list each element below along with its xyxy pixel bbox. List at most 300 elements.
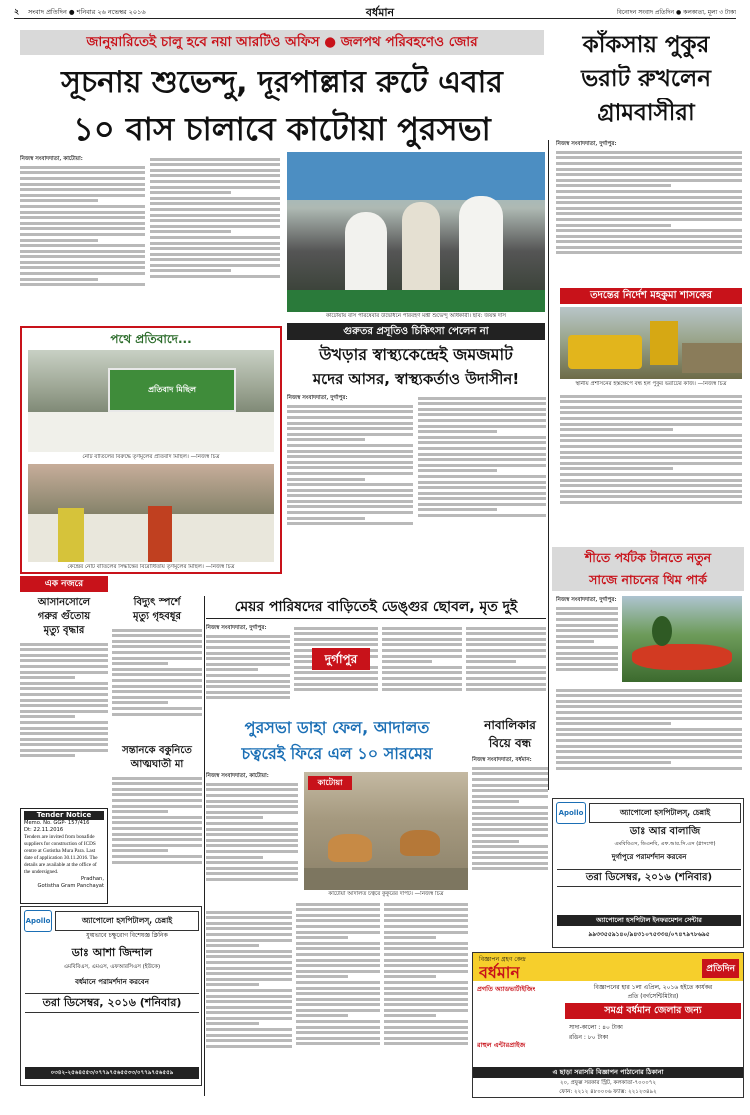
apollo-right-doctor: ডাঃ আর বালাজি (629, 826, 701, 837)
text-line (560, 479, 742, 482)
text-line (472, 834, 548, 837)
text-line (560, 501, 742, 504)
text-line (287, 405, 413, 408)
text-line (556, 750, 742, 753)
text-line (206, 839, 298, 842)
text-line (556, 722, 671, 725)
apollo-right-date: তরা ডিসেম্বর, ২০১৬ (শনিবার) (557, 869, 741, 887)
text-line (384, 1042, 468, 1045)
text-line (287, 461, 413, 464)
text-line (556, 212, 742, 215)
text-line (112, 805, 202, 808)
text-line (382, 677, 462, 680)
text-line (556, 728, 742, 731)
text-line (560, 473, 742, 476)
text-line (556, 179, 742, 182)
text-line (296, 942, 380, 945)
text-line (418, 419, 546, 422)
glance-label: এক নজরে (20, 576, 108, 592)
text-line (384, 959, 468, 962)
text-line (150, 242, 280, 245)
text-line (418, 441, 546, 444)
apollo-right-degrees: এমবিবিএস, ডিএনবি, এফ.আর.সি.এস (গ্লাসগো) (614, 841, 716, 847)
text-line (466, 627, 546, 630)
text-line (472, 828, 548, 831)
text-line (384, 931, 468, 934)
text-line (466, 638, 546, 641)
text-line (20, 283, 145, 286)
court-headline-1: পুরসভা ডাহা ফেল, আদালত (244, 718, 430, 737)
text-line (384, 936, 436, 939)
text-line (384, 970, 468, 973)
text-line (20, 211, 145, 214)
text-line (466, 655, 546, 658)
health-kicker: গুরুতর প্রসূতিও চিকিৎসা পেলেন না (287, 323, 545, 340)
park-byline: নিজস্ব সংবাদদাতা, দুর্গাপুর: (556, 597, 617, 603)
text-line (206, 652, 290, 655)
text-line (112, 810, 168, 813)
text-line (384, 942, 468, 945)
text-line (556, 224, 671, 227)
text-line (112, 673, 202, 676)
lead-body-col-1 (20, 155, 145, 320)
text-line (112, 821, 202, 824)
text-line (384, 919, 468, 922)
pond-headline-3: গ্রামবাসীরা (597, 100, 695, 126)
text-line (382, 671, 462, 674)
text-line (20, 654, 108, 657)
text-line (206, 691, 290, 694)
text-line (287, 500, 413, 503)
text-line (20, 233, 145, 236)
text-line (556, 711, 742, 714)
text-line (296, 925, 380, 928)
text-line (20, 721, 108, 724)
text-line (294, 627, 378, 630)
text-line (206, 1006, 292, 1009)
text-line (384, 1026, 468, 1029)
apollo-left-title: অ্যাপোলো হসপিটালস্, চেন্নাই (55, 911, 199, 931)
dengue-body-col-3 (382, 624, 462, 710)
text-line (287, 494, 413, 497)
text-line (206, 939, 292, 942)
protest-box (20, 326, 282, 574)
right-info: বিনোদন সংবাদ প্রতিদিন ● কলকাতা, মূল্য ৩ টাকা (616, 9, 736, 16)
text-line (112, 782, 202, 785)
text-line (560, 434, 742, 437)
text-line (560, 451, 742, 454)
text-line (296, 981, 380, 984)
health-headline-2: মদের আসর, স্বাস্থ্যকর্তাও উদাসীন! (312, 370, 520, 388)
lead-headline-2: ১০ বাস চালাবে কাটোয়া পুরসভা (73, 110, 491, 148)
text-line (556, 607, 618, 610)
masthead (14, 4, 736, 19)
text-line (418, 453, 546, 456)
text-line (20, 738, 108, 741)
glance-story1-title-2: গরুর গুঁতোয় (37, 611, 91, 622)
text-line (206, 696, 290, 699)
text-line (20, 693, 108, 696)
text-line (112, 777, 202, 780)
text-line (556, 251, 742, 254)
tender-signer-1: Pradhan, (80, 876, 104, 882)
park-headline-1: শীতে পর্যটক টানতে নতুন (584, 550, 712, 565)
text-line (20, 743, 108, 746)
text-line (206, 961, 292, 964)
text-line (560, 417, 742, 420)
text-line (296, 964, 380, 967)
text-line (206, 685, 290, 688)
text-line (384, 953, 468, 956)
text-line (112, 668, 202, 671)
text-line (556, 246, 742, 249)
text-line (150, 236, 280, 239)
text-line (287, 433, 413, 436)
text-line (384, 908, 468, 911)
text-line (556, 629, 618, 632)
text-line (418, 492, 546, 495)
text-line (206, 933, 292, 936)
glance-story1-body (20, 640, 108, 800)
text-line (112, 651, 202, 654)
text-line (206, 927, 292, 930)
pond-body-cont (560, 392, 742, 542)
text-line (20, 188, 145, 191)
text-line (206, 872, 298, 875)
text-line (382, 632, 462, 635)
text-line (296, 1037, 380, 1040)
text-line (206, 967, 292, 970)
protest-photo-2 (28, 464, 274, 562)
text-line (418, 481, 546, 484)
apollo-left-degrees: এমবিবিএস, এমএস, এফআরসিএস (ইউকে) (63, 964, 161, 970)
park-photo (622, 596, 742, 682)
text-line (418, 425, 546, 428)
text-line (112, 844, 202, 847)
text-line (296, 975, 348, 978)
text-line (206, 922, 292, 925)
glance-story2-title-2: মৃত্যু গৃহবধূর (133, 611, 181, 622)
text-line (418, 486, 546, 489)
text-line (20, 648, 108, 651)
apollo-left-venue: বর্ধমানে পরামর্শদান করবেন (75, 978, 149, 986)
minor-byline: নিজস্ব সংবাদদাতা, বর্ধমান: (472, 757, 532, 763)
apollo-left-logo: Apollo (24, 910, 52, 932)
text-line (418, 497, 546, 500)
text-line (20, 183, 145, 186)
text-line (206, 944, 259, 947)
court-headline-2: চত্বরেই ফিরে এল ১০ সারমেয় (241, 744, 433, 763)
text-line (466, 677, 546, 680)
paper-ad-header (473, 953, 743, 981)
text-line (150, 208, 280, 211)
paper-ad-title: বর্ধমান (479, 963, 520, 981)
text-line (112, 713, 202, 716)
text-line (112, 707, 202, 710)
text-line (296, 1031, 380, 1034)
text-line (112, 788, 202, 791)
text-line (384, 987, 468, 990)
text-line (20, 749, 108, 752)
text-line (20, 682, 108, 685)
text-line (112, 696, 202, 699)
text-line (556, 640, 594, 643)
text-line (112, 816, 202, 819)
text-line (466, 683, 546, 686)
text-line (206, 850, 298, 853)
text-line (296, 919, 380, 922)
page-number: ২ (14, 7, 20, 16)
text-line (287, 505, 413, 508)
apollo-left-date: তরা ডিসেম্বর, ২০১৬ (শনিবার) (25, 993, 199, 1013)
text-line (560, 467, 673, 470)
text-line (294, 688, 378, 691)
protest-banner: প্রতিবাদ মিছিল (148, 385, 196, 394)
apollo-left-ad (20, 906, 202, 1086)
text-line (418, 475, 546, 478)
minor-headline-2: বিয়ে বন্ধ (488, 736, 532, 750)
dengue-byline: নিজস্ব সংবাদদাতা, দুর্গাপুর: (206, 625, 267, 631)
tender-notice (20, 808, 108, 904)
text-line (20, 643, 108, 646)
apollo-left-phones: ০৩৪২-২৫৬৪৫৫৩/০৭৭৯৭৫৬৫৫৩৩/০৭৭৯৭৫৬৫৫৯ (25, 1067, 199, 1079)
text-line (20, 699, 108, 702)
protest-photo-1 (28, 350, 274, 452)
paper-ad-phone: ফোন: ২২১২ ৪৮০০০৬ ফ্যাক্স: ২২১২৩৪৯২ (559, 1089, 657, 1095)
text-line (206, 978, 292, 981)
text-line (384, 981, 468, 984)
text-line (206, 635, 290, 638)
pond-photo-caption: স্থানীয় প্রশাসনের হস্তক্ষেপে বন্ধ হল পুকুর ভরাটের কাজ। —নিজস্ব চিত্র (575, 381, 727, 387)
minor-headline-1: নাবালিকার (484, 718, 536, 732)
text-line (556, 717, 742, 720)
text-line (382, 627, 462, 630)
lead-headline-1: সূচনায় শুভেন্দু, দূরপাল্লার রুটে এবার (61, 65, 503, 100)
text-line (206, 955, 292, 958)
text-line (20, 244, 145, 247)
text-line (112, 799, 202, 802)
apollo-right-info: অ্যাপোলো হসপিটাল ইনফরমেশন সেন্টার (557, 915, 741, 926)
text-line (20, 272, 145, 275)
rule-glance (204, 596, 205, 1096)
text-line (556, 184, 671, 187)
text-line (418, 408, 546, 411)
tender-body: Tenders are invited from bonafide suppliers for construction of ICDS centre at Gotistha Mura Para. Last date of application 30.11.2016. The details are available at the office of the undersigned. (24, 834, 98, 875)
dengue-place-tag: দুর্গাপুর (312, 648, 370, 670)
lead-photo (287, 152, 545, 312)
court-body-col-1 (206, 772, 298, 906)
text-line (287, 489, 413, 492)
text-line (206, 674, 290, 677)
lead-byline: নিজস্ব সংবাদদাতা, কাটোয়া: (20, 156, 83, 162)
text-line (556, 190, 742, 193)
text-line (287, 483, 413, 486)
text-line (556, 207, 742, 210)
text-line (418, 436, 546, 439)
text-line (287, 522, 413, 525)
text-line (112, 634, 202, 637)
text-line (384, 947, 468, 950)
text-line (206, 1045, 292, 1048)
text-line (384, 998, 468, 1001)
paper-ad-address: ২০, প্রফুল্ল সরকার স্ট্রিট, কলকাতা-৭০০০৭২ (559, 1080, 657, 1086)
text-line (382, 643, 462, 646)
health-body-col-1 (287, 394, 413, 566)
text-line (472, 806, 548, 809)
text-line (206, 916, 292, 919)
text-line (556, 705, 742, 708)
pond-byline: নিজস্ব সংবাদদাতা, দুর্গাপুর: (556, 141, 617, 147)
text-line (556, 700, 742, 703)
text-line (206, 867, 298, 870)
text-line (112, 833, 202, 836)
text-line (112, 855, 202, 858)
text-line (20, 754, 75, 757)
text-line (560, 395, 742, 398)
text-line (287, 410, 413, 413)
text-line (20, 659, 108, 662)
text-line (560, 400, 742, 403)
text-line (556, 761, 671, 764)
text-line (294, 643, 378, 646)
text-line (112, 640, 202, 643)
text-line (287, 450, 413, 453)
glance-story2-body (112, 626, 202, 742)
text-line (112, 679, 202, 682)
text-line (20, 732, 108, 735)
text-line (472, 795, 548, 798)
paper-ad-rate-2: রঙিন : ৮০ টাকা (569, 1034, 609, 1041)
text-line (418, 458, 546, 461)
text-line (418, 469, 497, 472)
court-photo (304, 772, 468, 890)
apollo-left-doctor: ডাঃ আশা জিন্দাল (71, 946, 153, 959)
paper-ad-agency-2: রাহুল এন্টারপ্রাইজ (477, 1041, 526, 1049)
text-line (150, 202, 280, 205)
paper-ad (472, 952, 744, 1098)
text-line (20, 665, 108, 668)
text-line (560, 462, 742, 465)
text-line (556, 168, 742, 171)
text-line (287, 466, 413, 469)
text-line (556, 635, 618, 638)
paper-ad-banner: সমগ্র বর্ধমান জেলার জন্য (565, 1003, 741, 1019)
text-line (560, 495, 742, 498)
text-line (287, 438, 365, 441)
text-line (112, 685, 202, 688)
court-place-tag: কাটোয়া (308, 776, 352, 790)
text-line (206, 1039, 292, 1042)
text-line (296, 908, 380, 911)
text-line (556, 745, 742, 748)
text-line (20, 676, 75, 679)
text-line (382, 683, 462, 686)
text-line (112, 701, 168, 704)
text-line (150, 174, 280, 177)
text-line (150, 169, 280, 172)
apollo-right-ad (552, 798, 744, 948)
pond-headline-1: কাঁকসায় পুকুর (582, 32, 710, 58)
text-line (150, 253, 280, 256)
text-line (466, 649, 546, 652)
text-line (556, 689, 742, 692)
text-line (20, 687, 108, 690)
court-photo-caption: কাটোয়া আদালত চত্বরে কুকুরের দাপট। —নিজস্ব চিত্র (328, 891, 444, 897)
tender-title: Tender Notice (24, 811, 104, 820)
text-line (150, 186, 280, 189)
tender-date: Dt: 22.11.2016 (24, 827, 64, 833)
text-line (560, 411, 742, 414)
text-line (206, 800, 298, 803)
text-line (296, 1020, 380, 1023)
text-line (556, 218, 742, 221)
text-line (206, 783, 298, 786)
apollo-right-title: অ্যাপোলো হসপিটালস্, চেন্নাই (589, 803, 741, 823)
text-line (112, 838, 202, 841)
text-line (150, 230, 231, 233)
text-line (296, 936, 348, 939)
text-line (382, 666, 462, 669)
text-line (112, 793, 202, 796)
text-line (556, 618, 618, 621)
text-line (296, 931, 380, 934)
text-line (206, 1017, 292, 1020)
text-line (206, 640, 290, 643)
text-line (556, 235, 742, 238)
glance-story2-title-1: বিদ্যুৎ স্পর্শে (133, 597, 181, 608)
text-line (384, 903, 468, 906)
text-line (287, 455, 413, 458)
text-line (418, 397, 546, 400)
protest-title: পথে প্রতিবাদে... (110, 332, 192, 346)
text-line (150, 219, 280, 222)
section-title: বর্ধমান (365, 6, 395, 19)
text-line (296, 1014, 348, 1017)
text-line (206, 794, 298, 797)
text-line (418, 402, 546, 405)
text-line (150, 214, 280, 217)
text-line (206, 668, 258, 671)
text-line (206, 911, 292, 914)
text-line (296, 992, 380, 995)
apollo-right-logo: Apollo (556, 802, 586, 824)
text-line (296, 953, 380, 956)
text-line (287, 416, 413, 419)
text-line (20, 261, 145, 264)
text-line (384, 1009, 468, 1012)
text-line (150, 180, 280, 183)
apollo-right-subtitle: দুর্গাপুরে পরামর্শদান করবেন (611, 853, 687, 861)
text-line (206, 657, 290, 660)
text-line (556, 668, 618, 671)
text-line (472, 851, 548, 854)
text-line (556, 201, 742, 204)
text-line (472, 767, 548, 770)
text-line (560, 445, 742, 448)
text-line (472, 840, 519, 843)
glance-story3-title-2: আত্মঘাতী মা (130, 759, 184, 770)
text-line (556, 173, 742, 176)
text-line (206, 989, 292, 992)
text-line (20, 278, 98, 281)
text-line (382, 688, 462, 691)
pond-headline-2: ভরাট রুখলেন (581, 66, 711, 92)
text-line (556, 657, 618, 660)
text-line (206, 828, 298, 831)
text-line (206, 646, 290, 649)
text-line (556, 663, 618, 666)
text-line (382, 655, 462, 658)
